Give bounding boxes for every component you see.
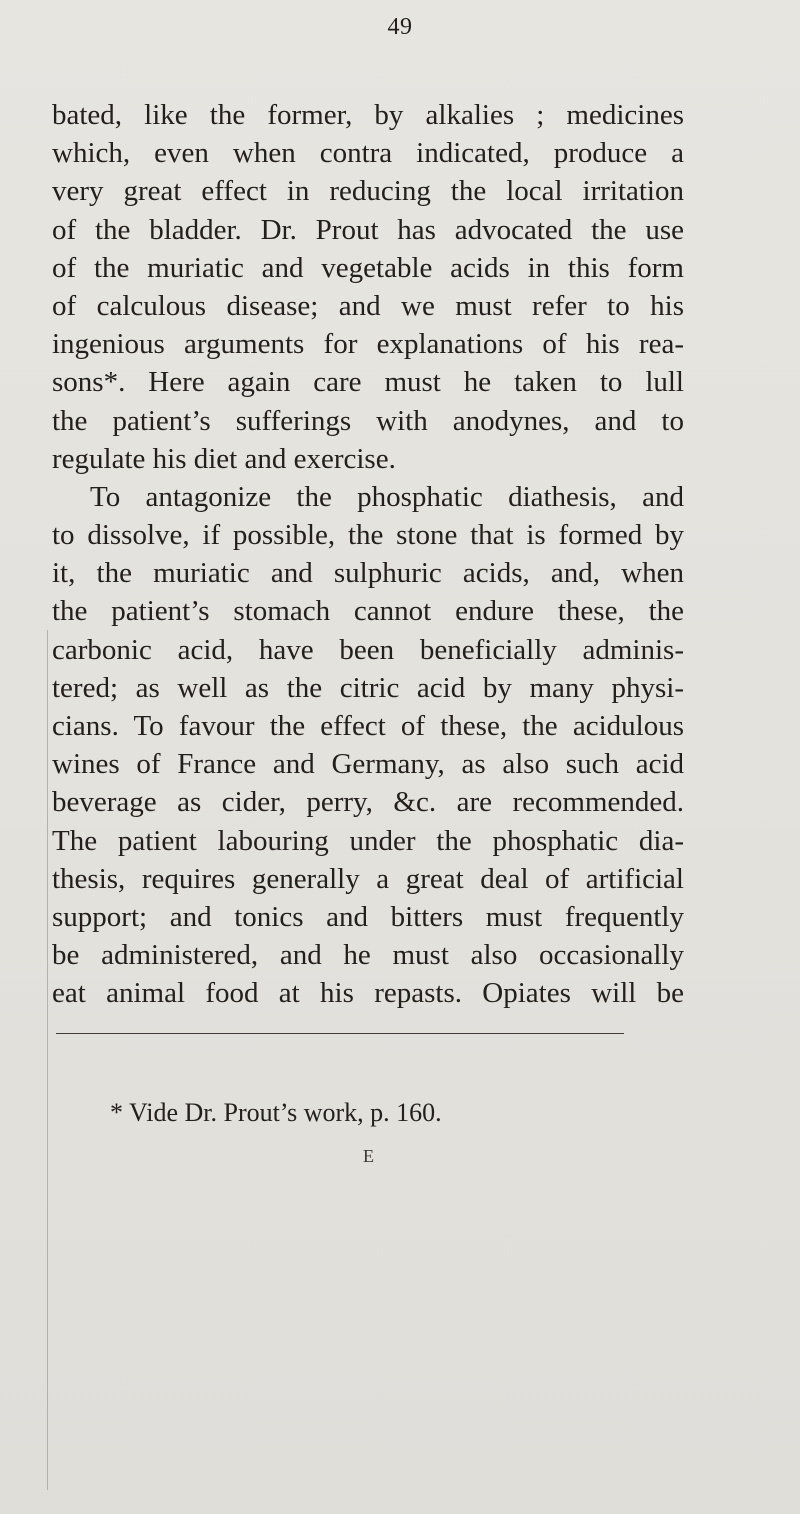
text-line: ingenious arguments for explanations of his rea- — [52, 328, 684, 361]
page-number: 49 — [387, 14, 413, 40]
text-line: regulate his diet and exercise. — [52, 442, 396, 475]
text-line: wines of France and Germany, as also such acid — [52, 748, 684, 781]
text-line: sons*. Here again care must he taken to lull — [52, 366, 684, 399]
text-line: carbonic acid, have been beneficially adminis- — [52, 633, 684, 666]
text-line: the patient’s stomach cannot endure these, the — [52, 595, 684, 628]
text-line: The patient labouring under the phosphatic dia- — [52, 824, 684, 857]
text-line: thesis, requires generally a great deal of artificial — [52, 862, 684, 895]
text-line: beverage as cider, perry, &c. are recommended. — [52, 786, 684, 819]
text-line: the patient’s sufferings with anodynes, and to — [52, 404, 684, 437]
gutter-edge — [47, 630, 48, 1490]
text-line: eat animal food at his repasts. Opiates will be — [52, 977, 684, 1010]
text-line: cians. To favour the effect of these, the acidulous — [52, 710, 684, 742]
footnote-divider — [56, 1033, 624, 1034]
text-line: To antagonize the phosphatic diathesis, and — [90, 480, 684, 513]
text-line: tered; as well as the citric acid by many physi- — [52, 671, 684, 704]
text-line: be administered, and he must also occasionally — [52, 939, 684, 972]
text-line: it, the muriatic and sulphuric acids, and, when — [52, 557, 684, 590]
text-line: of calculous disease; and we must refer to his — [52, 289, 684, 322]
text-line: support; and tonics and bitters must frequently — [52, 900, 684, 933]
text-line: which, even when contra indicated, produce a — [52, 137, 684, 170]
text-line: to dissolve, if possible, the stone that is formed by — [52, 519, 684, 552]
text-line: of the muriatic and vegetable acids in this form — [52, 251, 684, 284]
body-text — [52, 96, 684, 1013]
text-line: of the bladder. Dr. Prout has advocated the use — [52, 213, 684, 246]
text-line: very great effect in reducing the local irritation — [52, 175, 684, 208]
text-line: bated, like the former, by alkalies ; medicines — [52, 99, 684, 131]
footnote: * Vide Dr. Prout’s work, p. 160. — [110, 1098, 442, 1127]
signature-mark: E — [363, 1146, 374, 1166]
